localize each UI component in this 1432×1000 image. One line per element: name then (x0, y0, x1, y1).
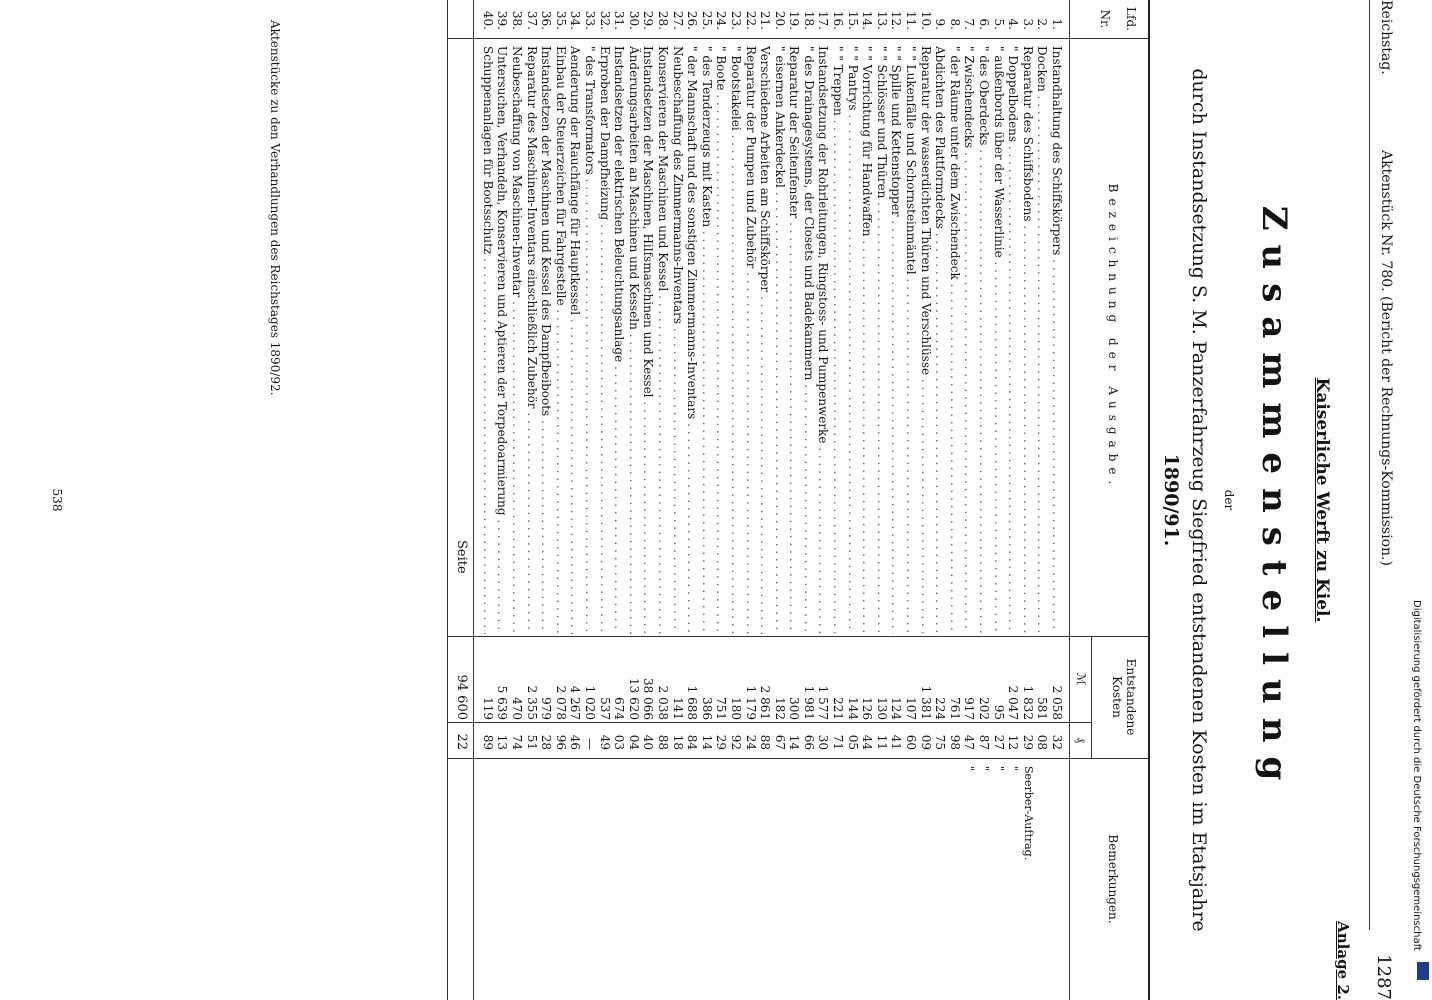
table-row (816, 0, 831, 1000)
row-number: 36. (539, 10, 554, 30)
row-number: 15. (845, 10, 860, 30)
row-mark: 202 (977, 697, 992, 720)
row-pfennig: 49 (597, 734, 612, 750)
row-mark: 537 (597, 697, 612, 720)
table-row (874, 0, 889, 1000)
row-description: Reparatur der Seitenfenster . . . (787, 46, 802, 634)
table-row (1006, 0, 1021, 1000)
row-description: Schuppenanlagen für Bootsschutz . . . (480, 46, 495, 634)
row-mark: 38 066 (641, 678, 656, 720)
year-title: 1890/91. (1160, 453, 1182, 547)
table-row (1020, 0, 1035, 1000)
row-pfennig: 67 (772, 734, 787, 750)
row-description: Neubeschaffung des Zimmermanns-Inventars . . . (670, 46, 685, 634)
row-mark: 95 (991, 704, 1006, 720)
row-number: 10. (918, 10, 933, 30)
row-mark: 221 (831, 697, 846, 720)
row-pfennig: 14 (699, 734, 714, 750)
row-number: 6. (977, 18, 992, 30)
row-mark: 107 (904, 697, 919, 720)
row-mark: 2 058 (1050, 685, 1064, 720)
table-row (743, 0, 758, 1000)
footer-note: Aktenstücke zu den Verhandlungen des Reichstages 1890/92. (268, 20, 282, 396)
row-pfennig: 18 (670, 734, 685, 750)
row-note: " (978, 766, 992, 772)
row-number: 12. (889, 10, 904, 30)
row-mark: 124 (889, 697, 904, 720)
row-mark: 141 (670, 697, 685, 720)
row-number: 11. (904, 10, 919, 30)
row-description: Reparatur des Maschinen-Inventars einschließlich Zubehör . . . (524, 46, 539, 634)
row-description: Instandsetzung der Rohrleitungen, Ringstoss- und Pumpenwerke . . . (816, 46, 831, 634)
row-mark: 386 (699, 697, 714, 720)
row-number: 5. (991, 18, 1006, 30)
row-description: " des Tenderzeugs mit Kasten . . . (699, 46, 714, 634)
row-description: Aenderung der Rauchfänge für Hauptkessel . . . (568, 46, 583, 634)
table-row (1035, 0, 1050, 1000)
row-mark: 1 020 (583, 685, 597, 720)
row-pfennig: 75 (933, 734, 948, 750)
row-pfennig: 88 (655, 734, 670, 750)
anlage-label: Anlage 2. (1334, 921, 1352, 1000)
row-pfennig: 24 (743, 734, 758, 750)
row-number: 9. (933, 18, 948, 30)
table-row (772, 0, 787, 1000)
row-description: " " Lukenfälle und Schornsteinmäntel . . . (903, 46, 918, 634)
row-description: Verschiedene Arbeiten am Schiffskörper . . . (758, 46, 773, 634)
header-kosten: Entstandene Kosten (1110, 658, 1138, 736)
row-pfennig: 74 (510, 734, 525, 750)
header-rule (1369, 0, 1370, 930)
table-row (509, 0, 524, 1000)
table-row (495, 0, 510, 1000)
table-row (626, 0, 641, 1000)
row-number: 18. (801, 10, 816, 30)
footer-page-number: 538 (50, 488, 64, 512)
row-note: " (963, 766, 977, 772)
row-mark: 917 (962, 697, 977, 720)
row-pfennig: 11 (874, 734, 889, 750)
row-pfennig: 47 (962, 734, 977, 750)
table-row (947, 0, 962, 1000)
row-pfennig: 13 (495, 734, 510, 750)
header-bemerkungen: Bemerkungen. (1106, 834, 1120, 924)
row-description: Reparatur des Schiffsbodens . . . (1020, 46, 1035, 634)
row-pfennig: 32 (1050, 734, 1064, 750)
row-pfennig: 09 (918, 734, 933, 750)
table-row (655, 0, 670, 1000)
row-number: 31. (612, 10, 627, 30)
dfg-logo-icon (1417, 962, 1429, 980)
header-pf: ₰ (1074, 737, 1088, 743)
row-mark: 300 (787, 697, 802, 720)
row-pfennig: 46 (568, 734, 583, 750)
table-row (641, 0, 656, 1000)
row-number: 7. (962, 18, 977, 30)
table-row (758, 0, 773, 1000)
row-pfennig: 88 (758, 734, 773, 750)
row-description: Instandsetzen der Maschinen, Hilfsmaschinen und Kessel . . . (641, 46, 656, 634)
row-description: " des Oberdecks . . . (976, 46, 991, 634)
table-row (903, 0, 918, 1000)
row-number: 37. (524, 10, 539, 30)
main-title: Zusammenstellung (1254, 205, 1294, 795)
row-pfennig: 27 (991, 734, 1006, 750)
werft-title: Kaiserliche Werft zu Kiel. (1312, 377, 1332, 623)
table-row (1049, 0, 1064, 1000)
row-description: " " Schlösser und Thüren . . . (874, 46, 889, 634)
der-label: der (1222, 489, 1236, 511)
row-number: 26. (685, 10, 700, 30)
row-number: 22. (743, 10, 758, 30)
row-pfennig: 29 (1020, 734, 1035, 750)
row-number: 39. (495, 10, 510, 30)
row-mark: 751 (714, 697, 729, 720)
row-pfennig: 92 (728, 734, 743, 750)
header-lfd: Lfd. (1124, 7, 1138, 31)
row-description: " Zwischendecks . . . (962, 46, 977, 634)
row-number: 13. (874, 10, 889, 30)
row-number: 29. (641, 10, 656, 30)
table-row (976, 0, 991, 1000)
row-description: Änderungsarbeiten an Maschinen und Kesseln . . . (626, 46, 641, 634)
table-row (962, 0, 977, 1000)
sum-mark: 94 600 (454, 674, 469, 720)
row-number: 16. (831, 10, 846, 30)
row-pfennig: 28 (539, 734, 554, 750)
row-number: 24. (714, 10, 729, 30)
row-number: 21. (758, 10, 773, 30)
row-pfennig: — (583, 738, 597, 750)
row-pfennig: 04 (626, 734, 641, 750)
row-pfennig: 03 (612, 734, 627, 750)
table-row (845, 0, 860, 1000)
row-mark: 1 577 (816, 685, 831, 720)
row-description: " des Drainagesystems, der Closets und Badekammern . . . (801, 46, 816, 634)
row-pfennig: 12 (1006, 734, 1021, 750)
row-description: Reparatur der Pumpen und Zubehör . . . (743, 46, 758, 634)
row-number: 3. (1020, 18, 1035, 30)
row-mark: 1 688 (685, 685, 700, 720)
header-bezeichnung: Bezeichnung der Ausgabe. (1106, 183, 1120, 491)
row-number: 14. (860, 10, 875, 30)
row-mark: 5 639 (495, 685, 510, 720)
row-mark: 13 620 (626, 678, 641, 720)
row-description: Instandsetzen der Maschinen und Kessel des Dampfbeiboots . . . (539, 46, 554, 634)
row-mark: 2 861 (758, 685, 773, 720)
row-mark: 182 (772, 697, 787, 720)
row-description: " der Räume unter dem Zwischendeck . . . (947, 46, 962, 634)
row-number: 27. (670, 10, 685, 30)
table-row (787, 0, 802, 1000)
row-description: Docken . . . (1035, 46, 1050, 634)
row-mark: 224 (933, 697, 948, 720)
row-mark: 2 355 (524, 685, 539, 720)
row-mark: 979 (539, 697, 554, 720)
row-number: 35. (553, 10, 568, 30)
header-left: Reichstag. (1378, 0, 1394, 75)
row-number: 2. (1035, 18, 1050, 30)
row-number: 33. (583, 10, 597, 30)
row-description: Abdichten des Plattformdecks . . . (933, 46, 948, 634)
table-row (933, 0, 948, 1000)
row-number: 34. (568, 10, 583, 30)
row-pfennig: 08 (1035, 734, 1050, 750)
row-pfennig: 71 (831, 734, 846, 750)
row-pfennig: 41 (889, 734, 904, 750)
table-row (582, 0, 597, 1000)
table-row (714, 0, 729, 1000)
row-number: 19. (787, 10, 802, 30)
row-description: Untersuchen, Verhandeln, Konservieren und Aptieren der Torpedoarmierung . . . (495, 46, 510, 634)
table-row (539, 0, 554, 1000)
row-description: Reparatur der wasserdichten Thüren und Verschlüsse . . . (918, 46, 933, 634)
header-nr: Nr. (1098, 9, 1112, 29)
row-pfennig: 29 (714, 734, 729, 750)
row-description: " eisernen Ankerdeckel . . . (772, 46, 787, 634)
table-row (553, 0, 568, 1000)
row-pfennig: 40 (641, 734, 656, 750)
cost-table (288, 0, 1150, 1000)
row-number: 40. (480, 10, 495, 30)
header-center: Aktenstück Nr. 780. (Bericht der Rechnungs-Kommission.) (1378, 150, 1394, 566)
row-description: " der Mannschaft und des sonstigen Zimmermanns-Inventars . . . (685, 46, 700, 634)
row-pfennig: 96 (553, 734, 568, 750)
row-number: 30. (626, 10, 641, 30)
row-pfennig: 44 (860, 734, 875, 750)
header-mark: ℳ (1074, 672, 1088, 686)
table-row (831, 0, 846, 1000)
row-divider (1091, 636, 1092, 758)
row-description: " Doppelbodens . . . (1006, 46, 1021, 634)
table-row (918, 0, 933, 1000)
row-note: " (992, 766, 1006, 772)
row-mark: 1 381 (918, 685, 933, 720)
dfg-credit: Digitalisierung gefördert durch die Deutsche Forschungsgemeinschaft (1411, 600, 1422, 951)
row-pfennig: 51 (524, 734, 539, 750)
row-pfennig: 87 (977, 734, 992, 750)
row-number: 38. (510, 10, 525, 30)
row-mark: 180 (728, 697, 743, 720)
table-row (889, 0, 904, 1000)
row-number: 4. (1006, 18, 1021, 30)
table-row (612, 0, 627, 1000)
subtitle: durch Instandsetzung S. M. Panzerfahrzeug Siegfried entstandenen Kosten im Etatsjahre (1188, 68, 1210, 932)
sum-row (448, 0, 474, 1000)
table-row (991, 0, 1006, 1000)
row-description: Neubeschaffung von Maschinen-Inventar . . . (509, 46, 524, 634)
row-mark: 119 (480, 697, 495, 720)
sum-label: Seite (454, 540, 469, 574)
row-description: " des Transformators . . . (582, 46, 597, 634)
row-note: " (1007, 766, 1021, 772)
row-mark: 1 179 (743, 685, 758, 720)
row-mark: 126 (860, 697, 875, 720)
row-mark: 1 981 (801, 685, 816, 720)
row-description: " Boote . . . (714, 46, 729, 634)
row-description: Konservieren der Maschinen und Kessel . . . (655, 46, 670, 634)
row-number: 20. (772, 10, 787, 30)
row-pfennig: 05 (845, 734, 860, 750)
row-pfennig: 60 (904, 734, 919, 750)
row-pfennig: 89 (480, 734, 495, 750)
row-pfennig: 98 (947, 734, 962, 750)
row-mark: 674 (612, 697, 627, 720)
row-pfennig: 14 (787, 734, 802, 750)
row-description: " " Spille und Kettenstopper . . . (889, 46, 904, 634)
table-row (728, 0, 743, 1000)
row-pfennig: 84 (685, 734, 700, 750)
row-mark: 144 (845, 697, 860, 720)
row-number: 1. (1050, 18, 1064, 30)
row-description: " außenbords über der Wasserlinie . . . (991, 46, 1006, 634)
row-description: Einbau der Steuerzeichen für Fahrgestelle . . . (553, 46, 568, 634)
row-number: 28. (655, 10, 670, 30)
row-mark: 2 047 (1006, 685, 1021, 720)
table-row (685, 0, 700, 1000)
table-row (860, 0, 875, 1000)
row-mark: 2 078 (553, 685, 568, 720)
table-row (480, 0, 495, 1000)
table-row (670, 0, 685, 1000)
row-number: 32. (597, 10, 612, 30)
row-description: Instandsetzen der elektrischen Beleuchtungsanlage . . . (612, 46, 627, 634)
row-mark: 1 832 (1020, 685, 1035, 720)
row-description: " " Vorrichtung für Handwaffen . . . (860, 46, 875, 634)
row-number: 17. (816, 10, 831, 30)
header-divider (1069, 0, 1070, 1000)
row-mark: 2 038 (655, 685, 670, 720)
row-number: 8. (947, 18, 962, 30)
row-pfennig: 66 (801, 734, 816, 750)
row-description: Erproben der Dampfheizung . . . (597, 46, 612, 634)
row-description: Instandhaltung des Schiffskörpers . . . (1049, 46, 1064, 634)
row-mark: 130 (874, 697, 889, 720)
row-description: " Bootstakelei . . . (728, 46, 743, 634)
row-description: " " Treppen . . . (831, 46, 846, 634)
page-number: 1287 (1373, 954, 1394, 1000)
row-note: Seerber-Auftrag. (1021, 766, 1035, 861)
row-mark: 761 (947, 697, 962, 720)
table-rows (480, 0, 1064, 1000)
table-row (699, 0, 714, 1000)
row-number: 23. (728, 10, 743, 30)
table-row (801, 0, 816, 1000)
row-mark: 470 (510, 697, 525, 720)
row-pfennig: 30 (816, 734, 831, 750)
row-number: 25. (699, 10, 714, 30)
row-mark: 581 (1035, 697, 1050, 720)
sum-pf: 22 (454, 733, 469, 750)
table-row (568, 0, 583, 1000)
row-mark: 4 267 (568, 685, 583, 720)
table-row (524, 0, 539, 1000)
row-description: " " Pantrys . . . (845, 46, 860, 634)
table-row (597, 0, 612, 1000)
